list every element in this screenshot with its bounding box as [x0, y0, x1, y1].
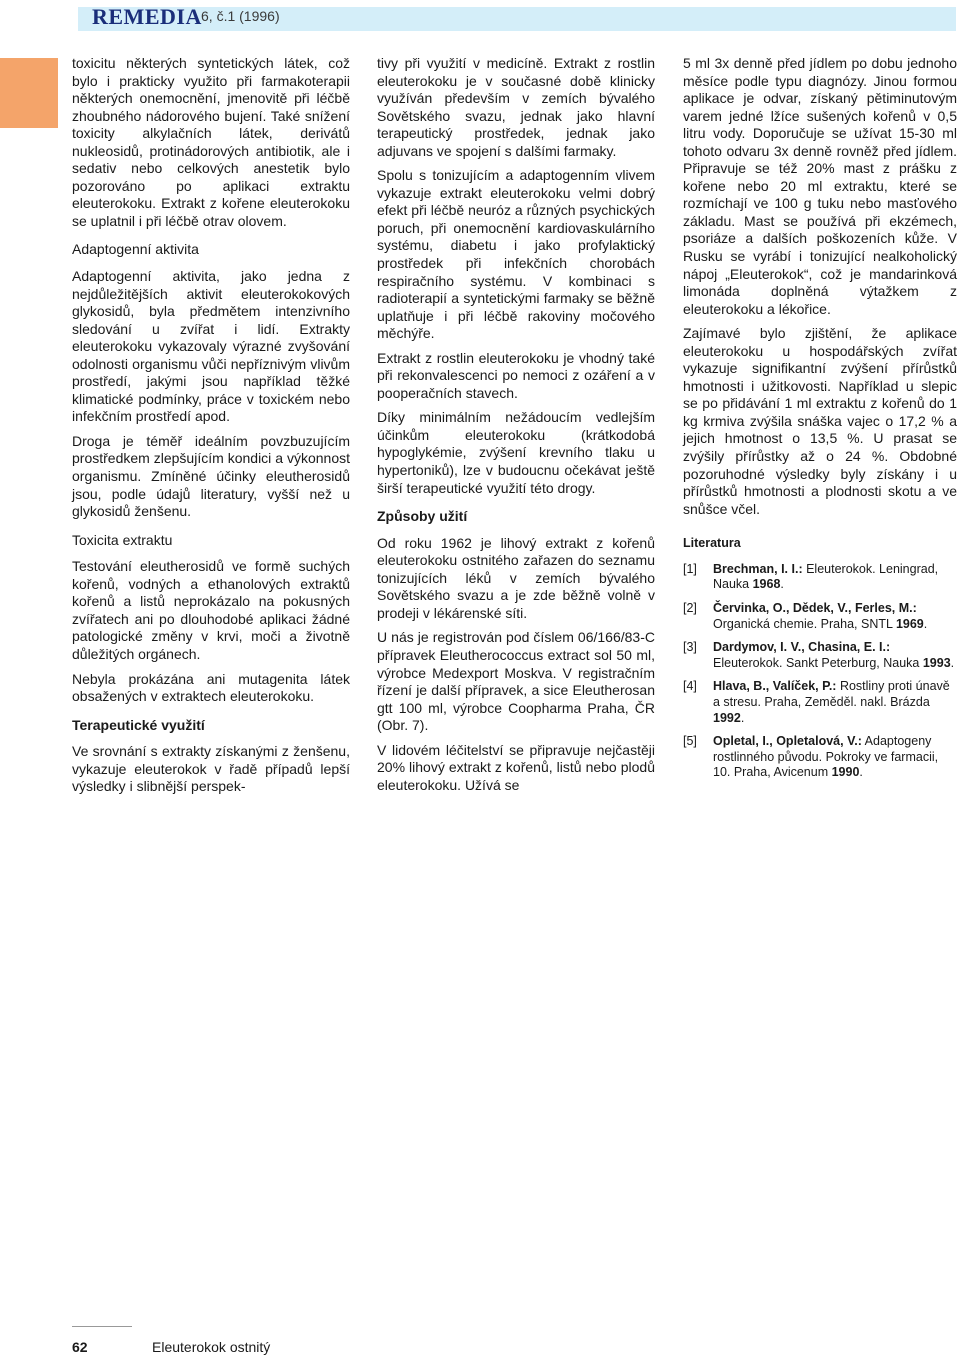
side-color-block — [0, 58, 58, 128]
paragraph: Testování eleutherosidů ve formě suchých kořenů, vodných a ethanolových extraktů kořenů a listů neprokázalo na pokusných zvířatech ani po dlouhodobé aplikaci žádné patologické změny v krvi, moči a životně důležitých orgánech. — [72, 558, 350, 662]
reference-text — [713, 734, 957, 781]
reference-end: . — [740, 710, 745, 725]
references-section — [683, 536, 957, 781]
paragraph: toxicitu některých syntetických látek, což bylo i prakticky využito při farmakoterapii některých onemocnění, jmenovitě při léčbě zhoubného nádorového bujení. Také snížení toxicity alkylačních látek, derivátů nukleosidů, protinádorových antibiotik, ale i sedativ nebo celkových anestetik bylo pozorováno po aplikaci extraktu eleuterokoku. Extrakt z kořene eleuterokoku se uplatnil i při léčbě otrav olovem. — [72, 55, 350, 229]
reference-body: Adaptogeny rostlinného původu. Pokroky ve farmacii, 10. Praha, Avicenum — [713, 734, 939, 780]
reference-authors: Dardymov, I. V., Chasina, E. I.: — [713, 640, 891, 655]
paragraph: Nebyla prokázána ani mutagenita látek obsažených v extraktech eleuterokoku. — [72, 670, 350, 705]
reference-year: 1990 — [831, 765, 860, 780]
reference-text — [713, 562, 957, 593]
reference-end: . — [859, 765, 863, 780]
reference-body: Eleuterokok. Leningrad, Nauka — [713, 561, 939, 592]
text-column-3 — [683, 55, 957, 789]
paragraph: Spolu s tonizujícím a adaptogenním vlivem vykazuje extrakt eleuterokoku velmi dobrý efekt při léčbě neuróz a různých psychických poruch, při onemocnění kardiovaskulárního systému, diabetu i jako profylaktický prostředek při infekčních chorobách respiračního systému. V kombinaci s radioterapií a syntetickými farmaky se běžně uplatňuje i při léčbě rakoviny močového měchýře. — [377, 167, 655, 342]
text-column-1 — [72, 55, 350, 803]
reference-authors: Hlava, B., Valíček, P.: — [713, 679, 837, 694]
reference-end: . — [780, 577, 784, 592]
paragraph: Ve srovnání s extrakty získanými z ženšenu, vykazuje eleuterokok v řadě případů lepší výsledky i slibnější perspek- — [72, 743, 350, 795]
reference-end: . — [950, 655, 955, 670]
page-number: 62 — [72, 1339, 88, 1355]
paragraph: U nás je registrován pod číslem 06/166/83-C přípravek Eleutherococcus extract sol 50 ml, výrobce Medexport Moskva. V registračním řízení je další přípravek, a sice Eleutherosan gtt 100 ml, výrobce Coopharma Praha, ČR (Obr. 7). — [377, 629, 655, 734]
reference-item — [683, 640, 957, 671]
reference-item — [683, 679, 957, 726]
reference-number: [5] — [683, 734, 697, 749]
reference-number: [2] — [683, 601, 697, 615]
reference-text — [713, 601, 957, 632]
reference-number: [1] — [683, 561, 697, 576]
reference-item — [683, 734, 957, 781]
paragraph: Zajímavé bylo zjištění, že aplikace eleuterokoku u hospodářských zvířat vykazuje signifikantní zvýšení přírůstků hmotnosti i užitkovosti. Například u slepic se po přidávání 1 ml extraktu z kořenů do 1 kg krmiva zvýšila snáška vajec o 17,2 % a jejich hmotnost o 13,5 %. U prasat se zvýšily přírůstky až o 24 %. Obdobné pozoruhodné výsledky byly získány i u přírůstků hmotnosti a plodnosti skotu a ve snůšce včel. — [683, 325, 957, 517]
reference-year: 1969 — [895, 616, 924, 631]
issue-label: 6, č.1 (1996) — [201, 8, 280, 24]
footer-rule — [72, 1326, 132, 1327]
reference-authors: Brechman, I. I.: — [713, 561, 803, 576]
reference-authors: Červinka, O., Dědek, V., Ferles, M.: — [713, 601, 917, 615]
reference-number: [3] — [683, 640, 697, 655]
reference-body: Organická chemie. Praha, SNTL — [713, 616, 896, 631]
reference-year: 1993 — [922, 655, 951, 670]
section-heading-terapeuticke: Terapeutické využití — [72, 716, 205, 733]
reference-body: Rostliny proti únavě a stresu. Praha, Zeměděl. nakl. Brázda — [713, 679, 950, 709]
paragraph: Od roku 1962 je lihový extrakt z kořenů eleuterokoku ostnitého zařazen do seznamu tonizujících léků v zemích bývalého Sovětského svazu a je zde běžně volně v prodeji v lékárenské síti. — [377, 534, 655, 621]
section-heading-adaptogenni: Adaptogenní aktivita — [72, 241, 199, 258]
reference-text — [713, 640, 957, 671]
reference-text — [713, 679, 957, 726]
reference-year: 1992 — [713, 710, 741, 725]
text-column-2 — [377, 55, 655, 801]
paragraph: Extrakt z rostlin eleuterokoku je vhodný také při rekonvalescenci po nemoci z ozáření a v pooperačních stavech. — [377, 349, 655, 401]
paragraph: Díky minimálním nežádoucím vedlejším účinkům eleuterokoku (krátkodobá hypoglykémie, zvýšení krevního tlaku u hypertoniků), lze v budoucnu očekávat ještě širší terapeutické využití této drogy. — [377, 409, 655, 496]
journal-logo: REMEDIA — [92, 4, 202, 29]
reference-body: Eleuterokok. Sankt Peterburg, Nauka — [713, 655, 923, 670]
reference-item — [683, 601, 957, 632]
section-heading-zpusoby-uziti: Způsoby užití — [377, 508, 468, 525]
reference-end: . — [923, 616, 928, 631]
reference-item — [683, 562, 957, 593]
reference-authors: Opletal, I., Opletalová, V.: — [713, 734, 862, 749]
section-heading-toxicita: Toxicita extraktu — [72, 531, 173, 548]
references-heading: Literatura — [683, 536, 741, 551]
paragraph: tivy při využití v medicíně. Extrakt z rostlin eleuterokoku je v současné době klinicky využíván především v zemích bývalého Sovětského svazu, jednak jako hlavní terapeutický prostředek, jednak jako adjuvans ve spojení s dalšími farmaky. — [377, 55, 655, 159]
footer-title: Eleuterokok ostnitý — [152, 1339, 271, 1355]
paragraph: V lidovém léčitelství se připravuje nejčastěji 20% lihový extrakt z kořenů, listů nebo plodů eleuterokoku. Užívá se — [377, 741, 655, 793]
reference-number: [4] — [683, 679, 697, 694]
reference-year: 1968 — [752, 577, 781, 592]
paragraph: Droga je téměř ideálním povzbuzujícím prostředkem zlepšujícím kondici a výkonnost organismu. Zmíněné účinky eleutherosidů jsou, podle údajů literatury, vyšší než u glykosidů ženšenu. — [72, 432, 350, 520]
paragraph: Adaptogenní aktivita, jako jedna z nejdůležitějších aktivit eleuterokokových glykosidů, byla předmětem intenzivního sledování u zvířat i lidí. Extrakty eleuterokoku vykazovaly výrazné zvyšování odolnosti organismu vůči nepříznivým vlivům prostředí, jakými jsou například těžké klimatické podmínky, práce v toxickém nebo infekčním prostředí apod. — [72, 268, 350, 425]
paragraph: 5 ml 3x denně před jídlem po dobu jednoho měsíce podle typu diagnózy. Jinou formou aplikace je odvar, získaný pětiminutovým varem jedné lžíce sušených kořenů v 0,5 litru vody. Doporučuje se užívat 15-30 ml tohoto odvaru 3x denně rovněž před jídlem. Připravuje se též 20% mast z prášku z kořene nebo 20 ml extraktu, které se rozmíchají ve 100 g tuku nebo masťového základu. Mast se používá při ekzémech, psoriáze a dalších poškozeních kůže. V Rusku se vyrábí i tonizující nealkoholický nápoj „Eleuterokok“, což je mandarinková limonáda doplněná výtažkem z eleuterokoku a lékořice. — [683, 55, 957, 317]
